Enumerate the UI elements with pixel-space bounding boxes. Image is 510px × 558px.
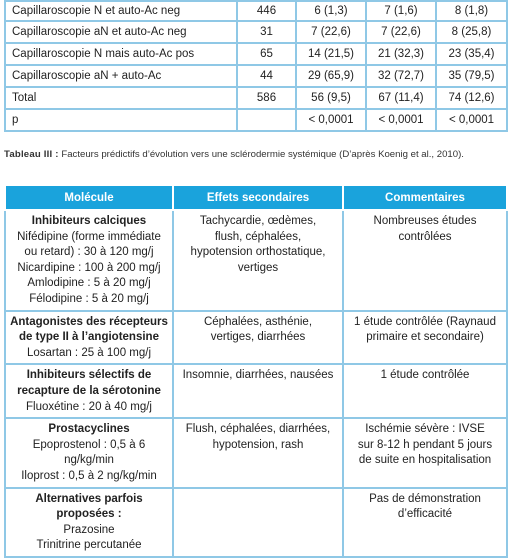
side-effect-line: hypotension orthostatique, xyxy=(190,246,326,259)
drug-dosage: Félodipine : 5 à 20 mg/j xyxy=(29,292,149,305)
count-cell: 586 xyxy=(237,87,296,109)
row-label: Capillaroscopie N mais auto-Ac pos xyxy=(5,43,237,65)
molecule-class-title: Alternatives parfois proposées : xyxy=(35,492,143,521)
comments-cell xyxy=(343,311,507,365)
drug-dosage: ou retard) : 30 à 120 mg/j xyxy=(24,246,154,259)
table-row xyxy=(5,1,507,21)
comment-line: primaire et secondaire) xyxy=(366,331,484,344)
comment-line: Ischémie sévère : IVSE xyxy=(365,423,485,436)
table-caption xyxy=(4,149,508,160)
molecule-cell xyxy=(5,364,173,418)
treatment-row xyxy=(5,418,507,487)
comment-line: Pas de démonstration xyxy=(369,492,481,505)
value-cell: 32 (72,7) xyxy=(366,65,436,87)
drug-dosage: Prazosine xyxy=(63,523,115,536)
molecule-cell xyxy=(5,311,173,365)
comment-line: Nombreuses études xyxy=(373,215,477,227)
comments-cell xyxy=(343,488,507,557)
value-cell: 74 (12,6) xyxy=(436,87,507,109)
treatment-row xyxy=(5,210,507,311)
table-row xyxy=(5,21,507,43)
predictive-factors-table xyxy=(4,0,508,132)
molecule-class-title: Inhibiteurs calciques xyxy=(31,215,147,227)
molecule-cell xyxy=(5,210,173,311)
row-label: Total xyxy=(5,87,237,109)
value-cell: 6 (1,3) xyxy=(296,1,366,21)
comment-line: 1 étude contrôlée xyxy=(380,369,470,382)
row-label: Capillaroscopie N et auto-Ac neg xyxy=(5,1,237,21)
side-effects-cell xyxy=(173,364,343,418)
side-effect-line: Insomnie, diarrhées, nausées xyxy=(182,369,334,382)
comment-line: de suite en hospitalisation xyxy=(358,454,492,467)
value-cell: 67 (11,4) xyxy=(366,87,436,109)
header-molecule: Molécule xyxy=(5,185,173,210)
table-row xyxy=(5,109,507,131)
value-cell: < 0,0001 xyxy=(436,109,507,131)
side-effects-cell xyxy=(173,311,343,365)
side-effect-line: Flush, céphalées, diarrhées, xyxy=(185,423,331,436)
comments-cell xyxy=(343,210,507,311)
molecule-class-title: Antagonistes des récepteurs de type II à l’angiotensine xyxy=(10,315,168,344)
drug-dosage: Nifédipine (forme immédiate xyxy=(17,230,161,243)
value-cell: 8 (25,8) xyxy=(436,21,507,43)
side-effect-line: vertiges, diarrhées xyxy=(210,331,306,344)
value-cell: 21 (32,3) xyxy=(366,43,436,65)
comment-line: d’efficacité xyxy=(397,508,453,521)
drug-dosage: Amlodipine : 5 à 20 mg/j xyxy=(27,277,151,290)
count-cell: 65 xyxy=(237,43,296,65)
caption-label: Tableau III : xyxy=(4,149,59,160)
drug-dosage: Iloprost : 0,5 à 2 ng/kg/min xyxy=(21,469,157,482)
value-cell: < 0,0001 xyxy=(366,109,436,131)
value-cell: 56 (9,5) xyxy=(296,87,366,109)
comments-cell xyxy=(343,418,507,487)
side-effect-line: Tachycardie, œdèmes, xyxy=(199,215,317,227)
value-cell: 35 (79,5) xyxy=(436,65,507,87)
count-cell: 446 xyxy=(237,1,296,21)
treatment-table-header-row xyxy=(5,185,507,210)
header-comments: Commentaires xyxy=(343,185,507,210)
row-label: Capillaroscopie aN + auto-Ac xyxy=(5,65,237,87)
molecule-class-title: Inhibiteurs sélectifs de recapture de la sérotonine xyxy=(17,369,161,397)
value-cell: 23 (35,4) xyxy=(436,43,507,65)
treatment-row xyxy=(5,311,507,365)
drug-dosage: Nicardipine : 100 à 200 mg/j xyxy=(17,261,161,274)
side-effect-line: vertiges xyxy=(237,261,279,274)
count-cell xyxy=(237,109,296,131)
row-label: p xyxy=(5,109,237,131)
drug-dosage: Fluoxétine : 20 à 40 mg/j xyxy=(26,400,152,413)
caption-text: Facteurs prédictifs d’évolution vers une sclérodermie systémique (D’après Koenig et al., 2010). xyxy=(61,149,464,160)
comment-line: sur 8-12 h pendant 5 jours xyxy=(357,438,493,451)
side-effect-line: hypotension, rash xyxy=(212,438,304,451)
molecule-cell xyxy=(5,418,173,487)
value-cell: 7 (22,6) xyxy=(366,21,436,43)
side-effect-line: flush, céphalées, xyxy=(214,230,302,243)
table-row xyxy=(5,65,507,87)
drug-dosage: Losartan : 25 à 100 mg/j xyxy=(26,346,152,359)
value-cell: 7 (22,6) xyxy=(296,21,366,43)
side-effect-line: Céphalées, asthénie, xyxy=(203,315,313,328)
count-cell: 31 xyxy=(237,21,296,43)
value-cell: 29 (65,9) xyxy=(296,65,366,87)
value-cell: 7 (1,6) xyxy=(366,1,436,21)
side-effects-cell xyxy=(173,488,343,557)
value-cell: 8 (1,8) xyxy=(436,1,507,21)
treatment-table xyxy=(4,184,508,558)
drug-dosage: Trinitrine percutanée xyxy=(36,539,142,552)
count-cell: 44 xyxy=(237,65,296,87)
treatment-row xyxy=(5,488,507,557)
row-label: Capillaroscopie aN et auto-Ac neg xyxy=(5,21,237,43)
table-row xyxy=(5,43,507,65)
treatment-row xyxy=(5,364,507,418)
table-row xyxy=(5,87,507,109)
value-cell: 14 (21,5) xyxy=(296,43,366,65)
comment-line: 1 étude contrôlée (Raynaud xyxy=(354,315,496,328)
molecule-class-title: Prostacyclines xyxy=(48,423,130,436)
side-effects-cell xyxy=(173,210,343,311)
value-cell: < 0,0001 xyxy=(296,109,366,131)
comment-line: contrôlées xyxy=(398,230,452,243)
header-side-effects: Effets secondaires xyxy=(173,185,343,210)
drug-dosage: Epoprostenol : 0,5 à 6 ng/kg/min xyxy=(32,438,146,467)
comments-cell xyxy=(343,364,507,418)
molecule-cell xyxy=(5,488,173,557)
side-effects-cell xyxy=(173,418,343,487)
